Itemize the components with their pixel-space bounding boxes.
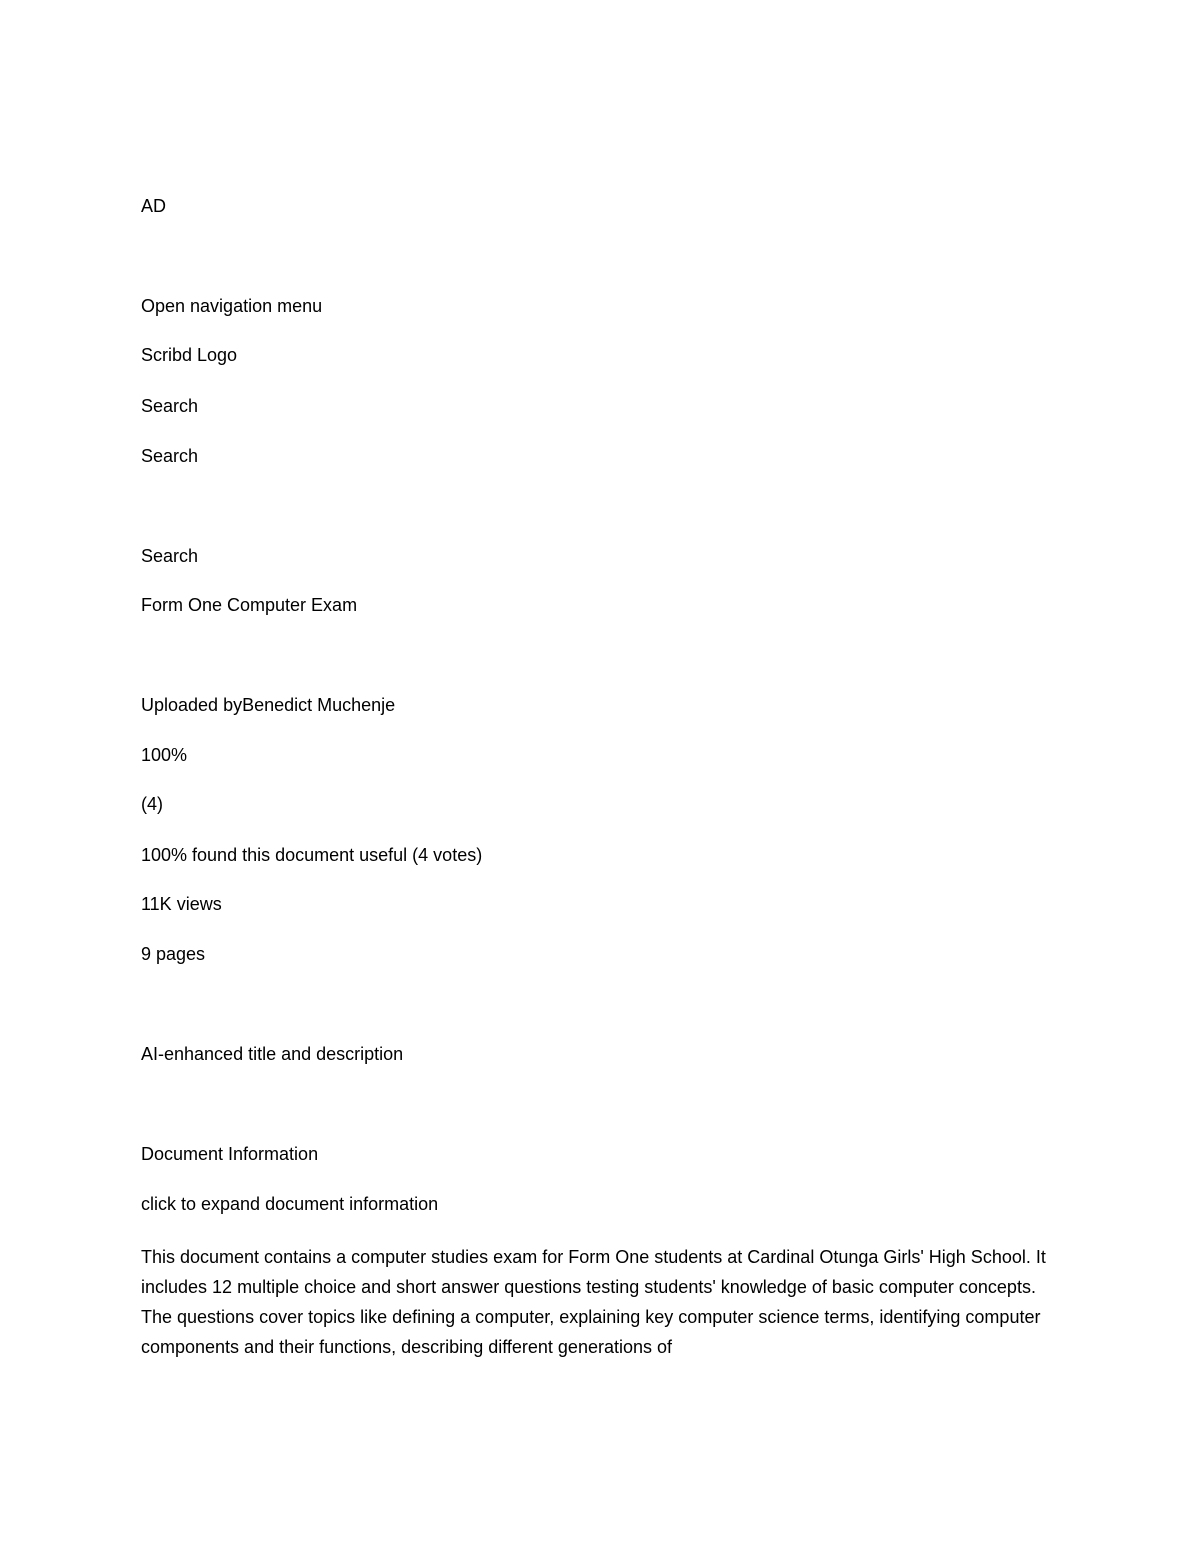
rating-count: (4): [141, 794, 163, 814]
expand-document-information-button[interactable]: click to expand document information: [141, 1194, 439, 1214]
search-submit-button[interactable]: Search: [141, 546, 199, 566]
ad-label: AD: [141, 196, 167, 216]
search-button[interactable]: Search: [141, 396, 199, 416]
page-count: 9 pages: [141, 944, 206, 964]
open-navigation-menu-button[interactable]: Open navigation menu: [141, 296, 323, 316]
document-description: This document contains a computer studies exam for Form One students at Cardinal Otunga Girls' High School. It includes 12 multiple choice and short answer questions testing students' knowledge of basic computer concepts. The questions cover topics like defining a computer, explaining key computer science terms, identifying computer components and their functions, describing different generations of: [141, 1247, 1046, 1357]
scribd-logo[interactable]: Scribd Logo: [141, 345, 238, 365]
document-information-heading: Document Information: [141, 1144, 319, 1164]
search-input[interactable]: Search: [141, 446, 199, 466]
uploader-link[interactable]: Uploaded byBenedict Muchenje: [141, 695, 396, 715]
ai-enhanced-label: AI-enhanced title and description: [141, 1044, 404, 1064]
document-title: Form One Computer Exam: [141, 595, 358, 615]
view-count: 11K views: [141, 894, 222, 914]
useful-votes-text: 100% found this document useful (4 votes): [141, 845, 483, 865]
rating-percent: 100%: [141, 745, 188, 765]
